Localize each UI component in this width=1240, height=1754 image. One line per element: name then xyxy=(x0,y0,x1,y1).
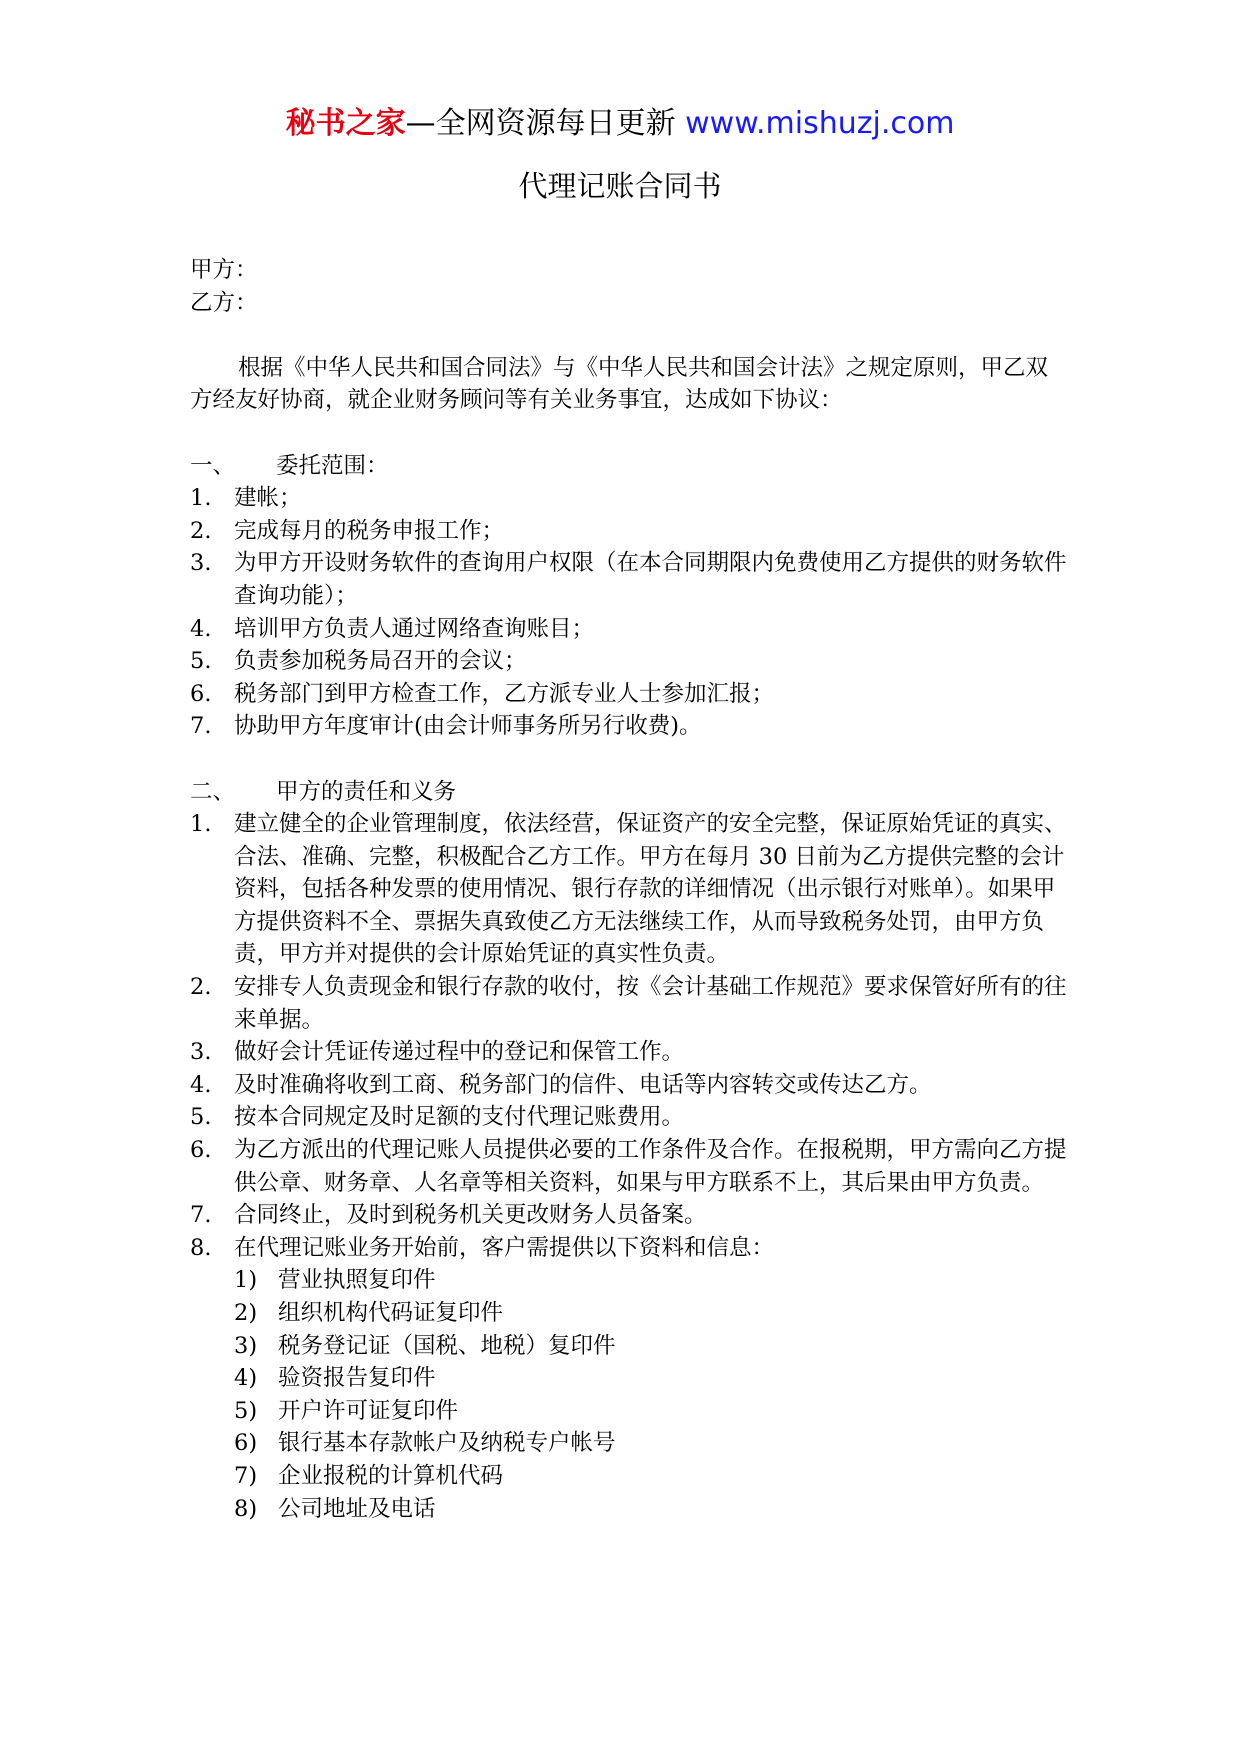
list-item: 2. 完成每月的税务申报工作； xyxy=(190,517,505,544)
document-title: 代理记账合同书 xyxy=(518,169,722,203)
sub-list-item: 4) 验资报告复印件 xyxy=(234,1365,436,1392)
list-item: 5. 负责参加税务局召开的会议； xyxy=(190,648,527,675)
list-item: 1. 建立健全的企业管理制度，依法经营，保证资产的安全完整，保证原始凭证的真实、合法、准确、完整，积极配合乙方工作。甲方在每月 30 日前为乙方提供完整的会计资料，包括各种发票的使用情况、银行存款的详细情况（出示银行对账单）。如果甲方提供资料不全、票据失真致使乙方无法继续工作，从而导致税务处罚，由甲方负责，甲方并对提供的会计原始凭证的真实性负责。 xyxy=(190,811,1067,968)
sub-list-item: 5) 开户许可证复印件 xyxy=(234,1397,459,1424)
sub-list-item: 7) 企业报税的计算机代码 xyxy=(234,1462,504,1489)
list-item: 4. 培训甲方负责人通过网络查询账目； xyxy=(190,615,595,642)
list-item: 3. 做好会计凭证传递过程中的登记和保管工作。 xyxy=(190,1039,685,1066)
site-banner xyxy=(0,102,1240,146)
list-item: 6. 税务部门到甲方检查工作，乙方派专业人士参加汇报； xyxy=(190,680,775,707)
sub-list-item: 3) 税务登记证（国税、地税）复印件 xyxy=(234,1332,616,1359)
section-heading xyxy=(190,450,1070,483)
sub-list-item: 8) 公司地址及电话 xyxy=(234,1495,436,1522)
sub-list-item: 6) 银行基本存款帐户及纳税专户帐号 xyxy=(234,1430,616,1457)
list-item: 5. 按本合同规定及时足额的支付代理记账费用。 xyxy=(190,1104,685,1131)
banner-url[interactable]: www.mishuzj.com xyxy=(685,106,955,141)
list-item: 8. 在代理记账业务开始前，客户需提供以下资料和信息： xyxy=(190,1234,775,1261)
contract-body xyxy=(190,254,1070,1525)
section-title: 委托范围： xyxy=(276,452,389,479)
list-item: 7. 协助甲方年度审计(由会计师事务所另行收费)。 xyxy=(190,713,702,740)
list-item: 2. 安排专人负责现金和银行存款的收付，按《会计基础工作规范》要求保管好所有的往来单据。 xyxy=(190,974,1067,1033)
sub-list-item: 2) 组织机构代码证复印件 xyxy=(234,1300,504,1326)
list-item: 7. 合同终止，及时到税务机关更改财务人员备案。 xyxy=(190,1202,707,1229)
section-title: 甲方的责任和义务 xyxy=(276,778,457,805)
section-heading xyxy=(190,776,1070,809)
intro-paragraph: 根据《中华人民共和国合同法》与《中华人民共和国会计法》之规定原则，甲乙双方经友好协商，就企业财务顾问等有关业务事宜，达成如下协议： xyxy=(190,354,1049,414)
sub-list-item: 1) 营业执照复印件 xyxy=(234,1267,436,1294)
banner-brand: 秘书之家 xyxy=(285,106,406,141)
party-a-label: 甲方： xyxy=(190,257,258,283)
section-number: 二、 xyxy=(190,778,236,805)
list-item: 6. 为乙方派出的代理记账人员提供必要的工作条件及合作。在报税期，甲方需向乙方提供公章、财务章、人名章等相关资料，如果与甲方联系不上，其后果由甲方负责。 xyxy=(190,1137,1067,1196)
list-item: 1. 建帐； xyxy=(190,485,302,512)
banner-tagline: —全网资源每日更新 xyxy=(405,106,686,141)
list-item: 4. 及时准确将收到工商、税务部门的信件、电话等内容转交或传达乙方。 xyxy=(190,1071,932,1098)
section-number: 一、 xyxy=(190,452,236,479)
party-b-label: 乙方： xyxy=(190,289,258,316)
list-item: 3. 为甲方开设财务软件的查询用户权限（在本合同期限内免费使用乙方提供的财务软件查询功能）； xyxy=(190,550,1067,609)
